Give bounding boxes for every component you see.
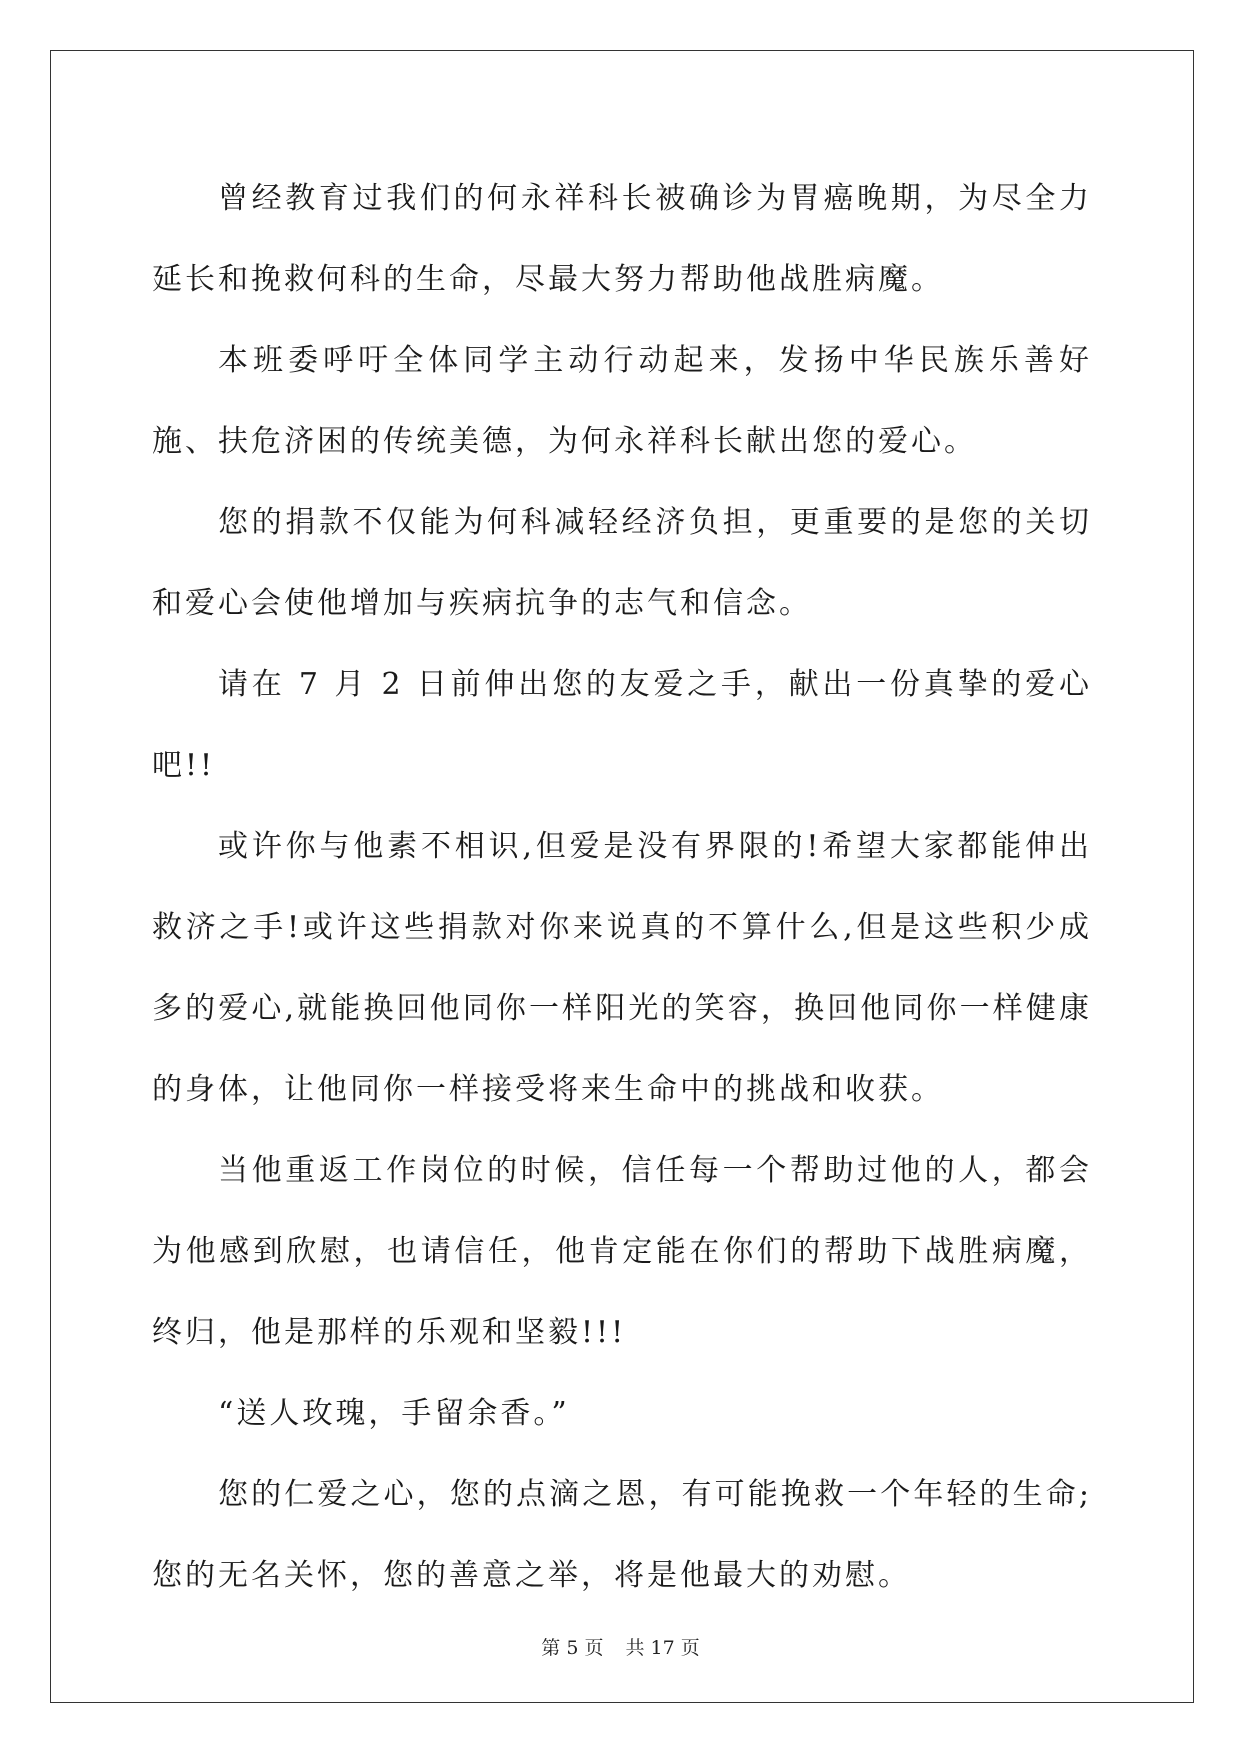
paragraph: 请在 7 月 2 日前伸出您的友爱之手，献出一份真挚的爱心吧!! bbox=[152, 667, 1092, 783]
paragraph: 或许你与他素不相识,但爱是没有界限的!希望大家都能伸出救济之手!或许这些捐款对你来说真的不算什么,但是这些积少成多的爱心,就能换回他同你一样阳光的笑容，换回他同你一样健康的身体，让他同你一样接受将来生命中的挑战和收获。 bbox=[152, 829, 1092, 1107]
document-body bbox=[152, 158, 1092, 1616]
paragraph: 您的仁爱之心，您的点滴之恩，有可能挽救一个年轻的生命;您的无名关怀，您的善意之举，将是他最大的劝慰。 bbox=[152, 1477, 1092, 1593]
paragraph: 当他重返工作岗位的时候，信任每一个帮助过他的人，都会为他感到欣慰，也请信任，他肯定能在你们的帮助下战胜病魔，终归，他是那样的乐观和坚毅!!! bbox=[152, 1153, 1092, 1350]
page-number: 第 5 页 bbox=[541, 1637, 604, 1659]
paragraph: 曾经教育过我们的何永祥科长被确诊为胃癌晚期，为尽全力延长和挽救何科的生命，尽最大努力帮助他战胜病魔。 bbox=[152, 181, 1092, 297]
paragraph: 本班委呼吁全体同学主动行动起来，发扬中华民族乐善好施、扶危济困的传统美德，为何永祥科长献出您的爱心。 bbox=[152, 343, 1092, 459]
page-total: 共 17 页 bbox=[625, 1637, 700, 1659]
paragraph: 您的捐款不仅能为何科减轻经济负担，更重要的是您的关切和爱心会使他增加与疾病抗争的志气和信念。 bbox=[152, 505, 1092, 621]
page-footer bbox=[0, 1636, 1241, 1660]
quote-paragraph: “送人玫瑰，手留余香。” bbox=[218, 1396, 570, 1431]
